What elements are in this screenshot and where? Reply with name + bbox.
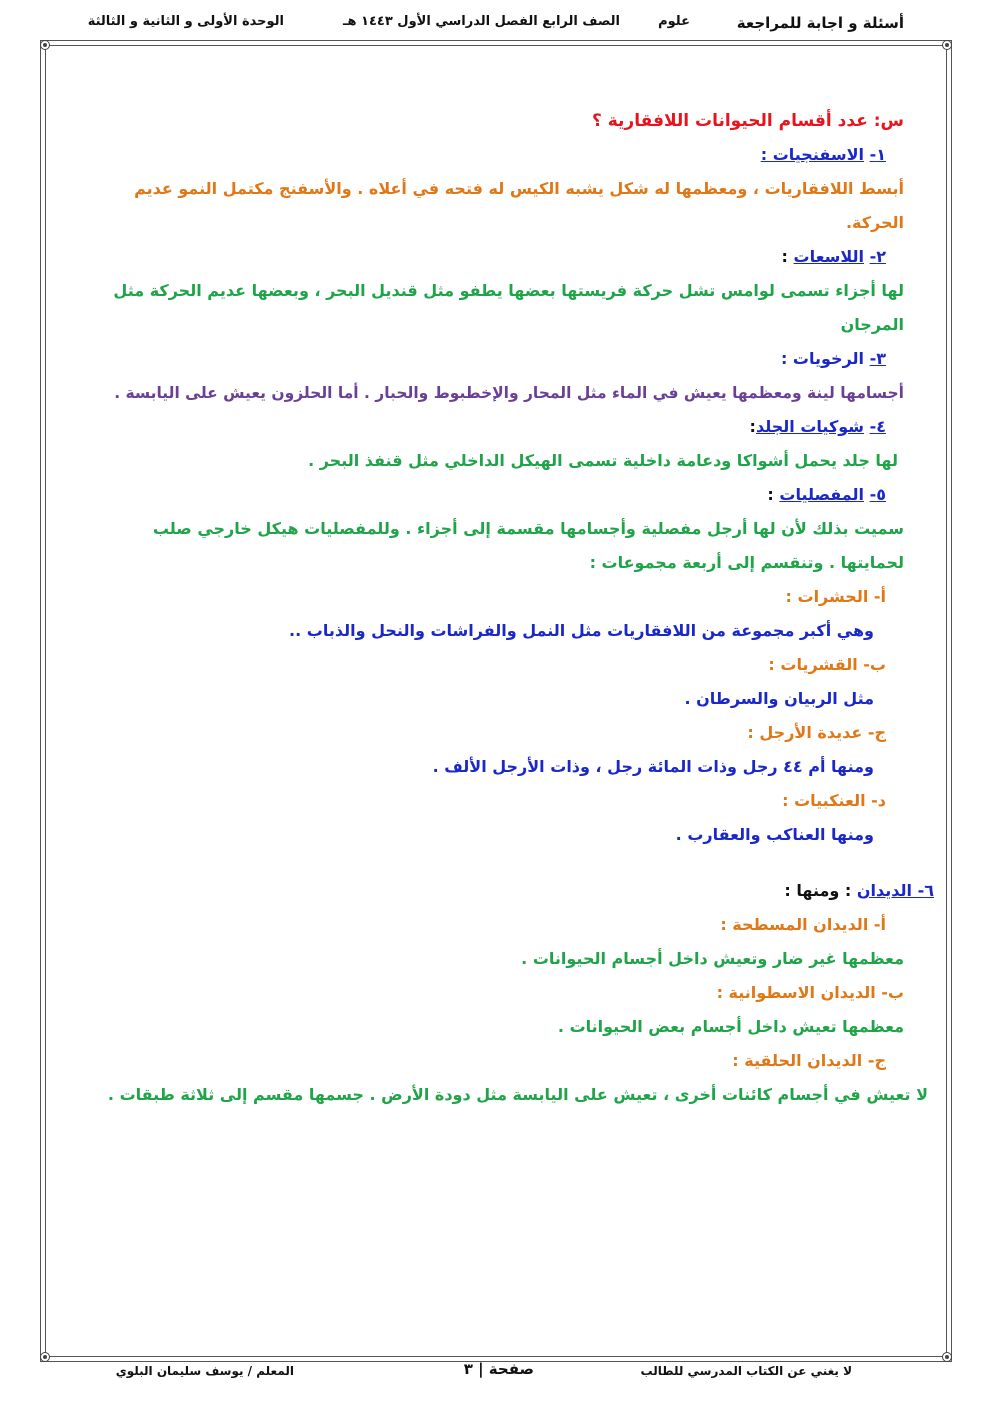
section-1-heading xyxy=(84,138,904,172)
section-number: ١- xyxy=(869,145,886,164)
worm-label-segmented: ج- الديدان الحلقية : xyxy=(732,1051,886,1070)
section-4-description: لها جلد يحمل أشواكا ودعامة داخلية تسمى الهيكل الداخلي مثل قنفذ البحر . xyxy=(308,451,898,470)
subgroup-desc-arachnids: ومنها العناكب والعقارب . xyxy=(675,825,874,844)
section-suffix: : ومنها : xyxy=(784,881,857,900)
footer-page-number: صفحة | ٣ xyxy=(463,1360,534,1378)
footer-note: لا يغني عن الكتاب المدرسي للطالب xyxy=(640,1364,852,1378)
worm-desc-round: معظمها تعيش داخل أجسام بعض الحيوانات . xyxy=(557,1017,904,1036)
section-number: ٢- xyxy=(869,247,886,266)
worm-label-flat: أ- الديدان المسطحة : xyxy=(720,915,886,934)
worm-desc-segmented: لا تعيش في أجسام كائنات أخرى ، تعيش على اليابسة مثل دودة الأرض . جسمها مقسم إلى ثلاثة طبقات . xyxy=(107,1085,928,1104)
section-title: المفصليات xyxy=(779,485,865,504)
corner-ornament xyxy=(40,40,50,50)
corner-ornament xyxy=(942,40,952,50)
section-3-heading xyxy=(84,342,904,376)
page-footer xyxy=(0,1360,992,1390)
header-title: أسئلة و اجابة للمراجعة xyxy=(736,14,904,32)
section-5-description: سميت بذلك لأن لها أرجل مفصلية وأجسامها مقسمة إلى أجزاء . وللمفصليات هيكل خارجي صلب لحمايتها . وتنقسم إلى أربعة مجموعات : xyxy=(152,519,904,572)
section-title: اللاسعات xyxy=(793,247,865,266)
section-2-heading xyxy=(84,240,904,274)
section-5-heading xyxy=(84,478,904,512)
worm-desc-flat: معظمها غير ضار وتعيش داخل أجسام الحيوانات . xyxy=(521,949,904,968)
section-colon: : xyxy=(767,485,780,504)
subgroup-label-crustaceans: ب- القشريات : xyxy=(768,655,886,674)
section-title: شوكيات الجلد xyxy=(755,417,865,436)
header-units: الوحدة الأولى و الثانية و الثالثة xyxy=(87,14,284,29)
subgroup-label-myriapods: ج- عديدة الأرجل : xyxy=(747,723,886,742)
subgroup-desc-insects: وهي أكبر مجموعة من اللافقاريات مثل النمل والفراشات والنحل والذباب .. xyxy=(289,621,874,640)
section-title: الاسفنجيات : xyxy=(760,145,865,164)
section-title: الرخويات : xyxy=(780,349,865,368)
section-6-heading xyxy=(84,874,934,908)
page-header xyxy=(0,14,992,40)
section-number: ٣- xyxy=(869,349,886,368)
corner-ornament xyxy=(40,1352,50,1362)
subgroup-label-insects: أ- الحشرات : xyxy=(785,587,886,606)
worm-label-round: ب- الديدان الاسطوانية : xyxy=(716,983,904,1002)
question-heading: س: عدد أقسام الحيوانات اللافقارية ؟ xyxy=(591,111,904,131)
section-number: ٤- xyxy=(869,417,886,436)
worksheet-content xyxy=(84,104,934,1112)
header-subject: علوم xyxy=(658,14,690,29)
section-2-description: لها أجزاء تسمى لوامس تشل حركة فريستها بعضها يطفو مثل قنديل البحر ، وبعضها عديم الحركة مثل المرجان xyxy=(113,281,904,334)
subgroup-desc-crustaceans: مثل الربيان والسرطان . xyxy=(684,689,874,708)
section-3-description: أجسامها لينة ومعظمها يعيش في الماء مثل المحار والإخطبوط والحبار . أما الحلزون يعيش على اليابسة . xyxy=(114,384,904,402)
section-4-heading xyxy=(84,410,904,444)
header-grade-info: الصف الرابع الفصل الدراسي الأول ١٤٤٣ هـ xyxy=(343,14,620,29)
section-1-description: أبسط اللافقاريات ، ومعظمها له شكل يشبه الكيس له فتحه في أعلاه . والأسفنج مكتمل النمو عديم الحركة. xyxy=(134,179,904,232)
section-colon: : xyxy=(781,247,794,266)
footer-teacher: المعلم / يوسف سليمان البلوي xyxy=(115,1364,294,1378)
section-title: ٦- الديدان xyxy=(856,881,934,900)
subgroup-desc-myriapods: ومنها أم ٤٤ رجل وذات المائة رجل ، وذات الأرجل الألف . xyxy=(432,757,874,776)
subgroup-label-arachnids: د- العنكبيات : xyxy=(782,791,886,810)
section-number: ٥- xyxy=(869,485,886,504)
corner-ornament xyxy=(942,1352,952,1362)
section-colon: : xyxy=(749,417,756,436)
